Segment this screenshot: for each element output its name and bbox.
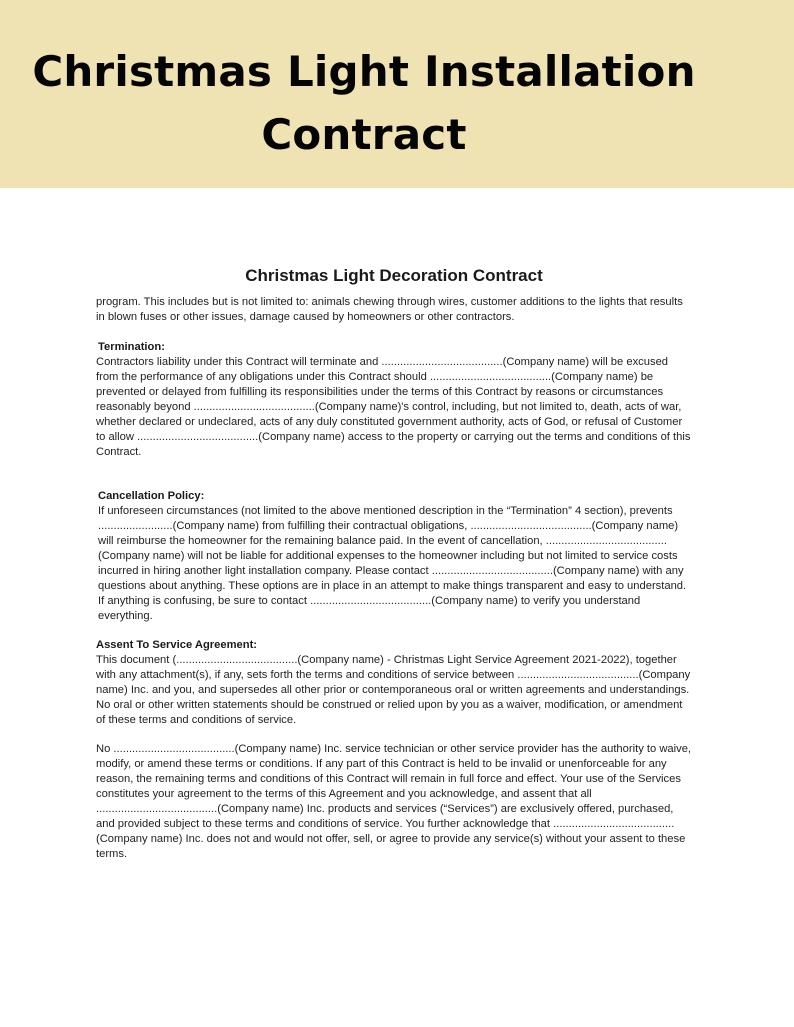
intro-paragraph: program. This includes but is not limited to: animals chewing through wires, customer additions to the lights that results in blown fuses or other issues, damage caused by homeowners or other contractors. xyxy=(96,296,683,323)
contract-document xyxy=(96,265,692,862)
termination-heading: Termination: xyxy=(98,341,165,353)
page-title-line-2: Contract xyxy=(261,110,467,159)
assent-heading: Assent To Service Agreement: xyxy=(96,639,258,651)
page-title xyxy=(0,40,728,166)
cancellation-paragraph: If unforeseen circumstances (not limited to the above mentioned description in the “Termination” 4 section), prevents ........................(Company name) from fulfilling their contractual obligations, .......................................(Company name) will reimburse the homeowner for the remaining balance paid. In the event of cancellation, .......................................(Company name) will not be liable for additional expenses to the homeowner including but not limited to service costs incurred in hiring another light installation company. Please contact .......................................(Company name) with any questions about anything. These options are in place in an attempt to make things transparent and easy to understand. If anything is confusing, be sure to contact .......................................(Company name) to verify you understand everything. xyxy=(98,505,687,622)
closing-paragraph: No .......................................(Company name) Inc. service technician or other service provider has the authority to waive, modify, or amend these terms or conditions. If any part of this Contract is held to be invalid or unenforceable for any reason, the remaining terms and conditions of this Contract will remain in full force and effect. Your use of the Services constitutes your agreement to the terms of this Agreement and you acknowledge, and assent that all .......................................(Company name) Inc. products and services (“Services”) are exclusively offered, purchased, and provided subject to these terms and conditions of service. You further acknowledge that .......................................(Company name) Inc. does not and would not offer, sell, or agree to provide any service(s) without your assent to these terms. xyxy=(96,743,692,860)
title-banner xyxy=(0,0,794,188)
page-title-line-1: Christmas Light Installation xyxy=(32,47,696,96)
assent-paragraph: This document (.......................................(Company name) - Christmas Light Service Agreement 2021-2022), together with any attachment(s), if any, sets forth the terms and conditions of service between .......................................(Company name) Inc. and you, and supersedes all other prior or contemporaneous oral or written agreements and understandings. No oral or other written statements should be construed or relied upon by you as a waiver, modification, or amendment of these terms and conditions of service. xyxy=(96,654,691,726)
document-title: Christmas Light Decoration Contract xyxy=(245,266,543,285)
cancellation-heading: Cancellation Policy: xyxy=(98,490,205,502)
termination-paragraph: Contractors liability under this Contract will terminate and .......................................(Company name) will be excused from the performance of any obligations under this Contract should .......................................(Company name) be prevented or delayed from fulfilling its responsibilities under the terms of this Contract by reasons or circumstances reasonably beyond .......................................(Company name)'s control, including, but not limited to, death, acts of war, whether declared or undeclared, acts of any duly constituted government authority, acts of God, or refusal of Customer to allow .......................................(Company name) access to the property or carrying out the terms and conditions of this Contract. xyxy=(96,356,691,458)
